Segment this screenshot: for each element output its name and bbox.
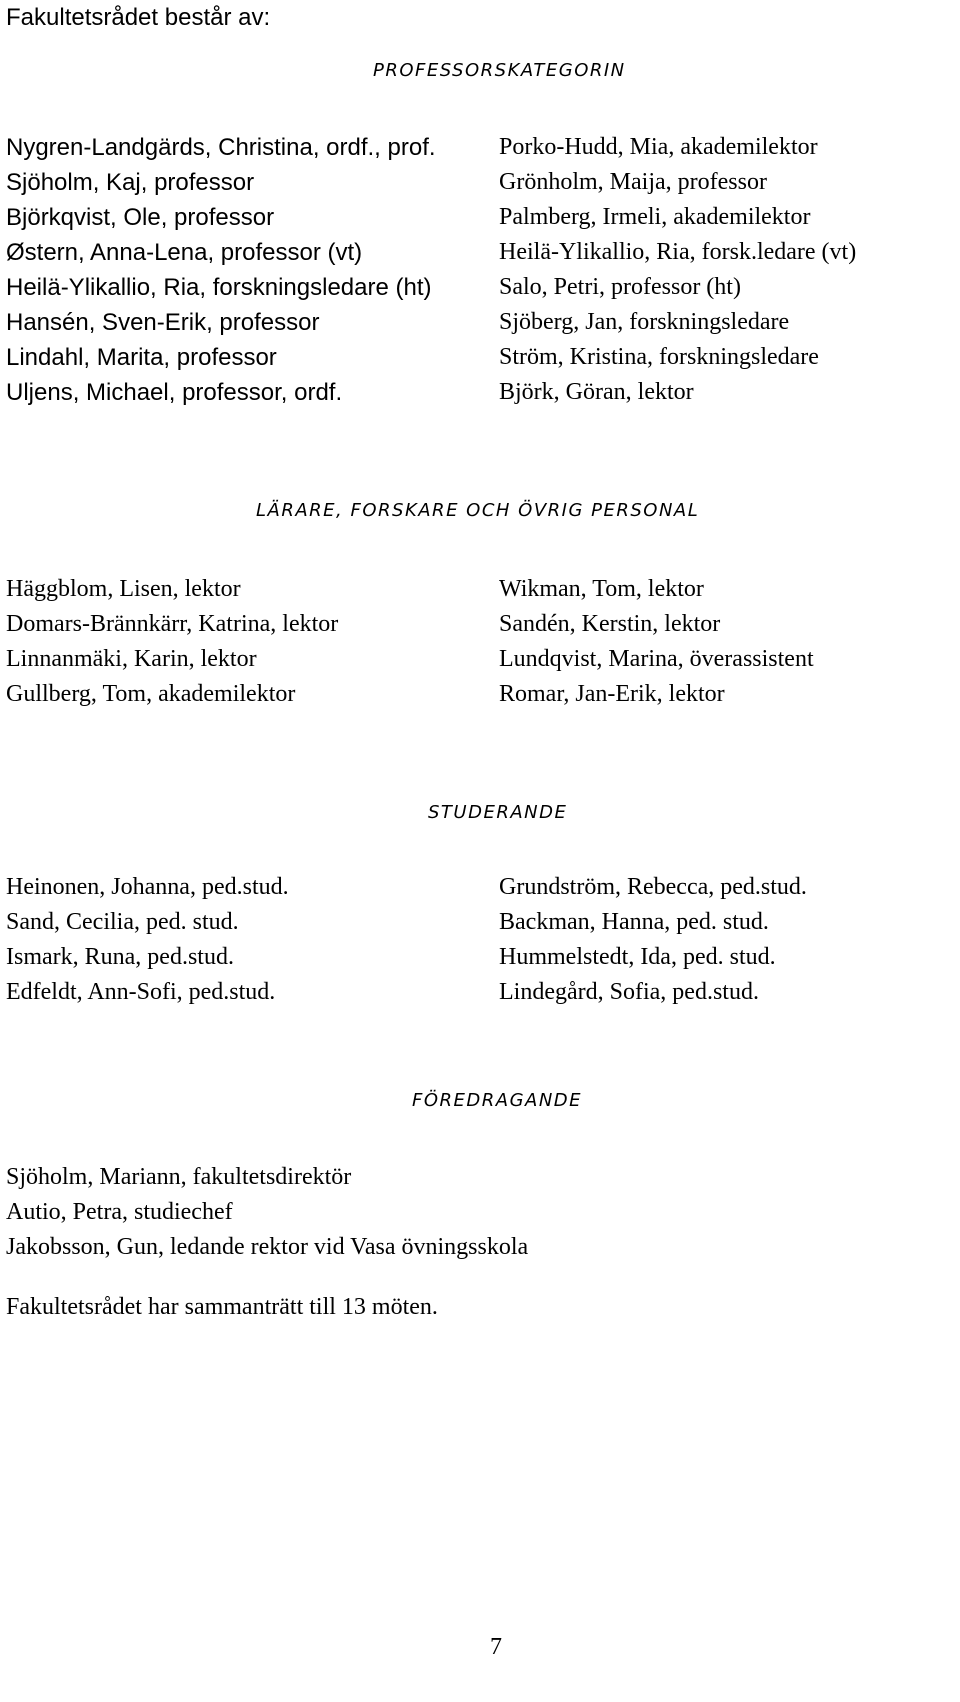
member-name: Romar, Jan-Erik, lektor [499,681,725,707]
member-name: Heilä-Ylikallio, Ria, forskningsledare (ht) [6,274,432,301]
member-name: Sand, Cecilia, ped. stud. [6,909,239,935]
member-name: Häggblom, Lisen, lektor [6,576,241,602]
closing-text: Fakultetsrådet har sammanträtt till 13 möten. [6,1294,438,1320]
presenter-name: Sjöholm, Mariann, fakultetsdirektör [6,1164,352,1190]
member-name: Ismark, Runa, ped.stud. [6,944,234,970]
member-name: Sjöberg, Jan, forskningsledare [499,309,790,335]
staff-right-column [499,572,814,712]
section-heading-professors: PROFESSORSKATEGORIN [373,60,626,81]
member-name: Heinonen, Johanna, ped.stud. [6,874,289,900]
professors-left-column [6,130,436,410]
presenter-name: Jakobsson, Gun, ledande rektor vid Vasa övningsskola [6,1234,529,1260]
member-name: Palmberg, Irmeli, akademilektor [499,204,811,230]
member-name: Porko-Hudd, Mia, akademilektor [499,134,818,160]
staff-left-column [6,572,338,712]
member-name: Backman, Hanna, ped. stud. [499,909,769,935]
page-number: 7 [490,1634,502,1660]
member-name: Lindegård, Sofia, ped.stud. [499,979,759,1005]
member-name: Heilä-Ylikallio, Ria, forsk.ledare (vt) [499,239,857,265]
member-name: Hansén, Sven-Erik, professor [6,309,320,336]
member-name: Nygren-Landgärds, Christina, ordf., prof. [6,134,436,161]
member-name: Sjöholm, Kaj, professor [6,169,255,196]
member-name: Salo, Petri, professor (ht) [499,274,741,300]
section-heading-staff: LÄRARE, FORSKARE OCH ÖVRIG PERSONAL [256,500,700,521]
member-name: Gullberg, Tom, akademilektor [6,681,296,707]
section-heading-presenters: FÖREDRAGANDE [412,1090,583,1111]
member-name: Østern, Anna-Lena, professor (vt) [6,239,363,266]
member-name: Domars-Brännkärr, Katrina, lektor [6,611,339,637]
member-name: Björkqvist, Ole, professor [6,204,275,231]
member-name: Sandén, Kerstin, lektor [499,611,721,637]
intro-text: Fakultetsrådet består av: [6,4,271,31]
member-name: Ström, Kristina, forskningsledare [499,344,819,370]
section-heading-students: STUDERANDE [428,802,568,823]
member-name: Björk, Göran, lektor [499,379,694,405]
presenter-name: Autio, Petra, studiechef [6,1199,233,1225]
students-left-column [6,870,289,1010]
member-name: Lindahl, Marita, professor [6,344,277,371]
member-name: Grönholm, Maija, professor [499,169,767,195]
students-right-column [499,870,807,1010]
presenters-list [6,1160,528,1265]
member-name: Edfeldt, Ann-Sofi, ped.stud. [6,979,276,1005]
member-name: Grundström, Rebecca, ped.stud. [499,874,807,900]
member-name: Linnanmäki, Karin, lektor [6,646,257,672]
member-name: Uljens, Michael, professor, ordf. [6,379,343,406]
member-name: Wikman, Tom, lektor [499,576,704,602]
member-name: Lundqvist, Marina, överassistent [499,646,814,672]
member-name: Hummelstedt, Ida, ped. stud. [499,944,776,970]
professors-right-column [499,130,856,410]
